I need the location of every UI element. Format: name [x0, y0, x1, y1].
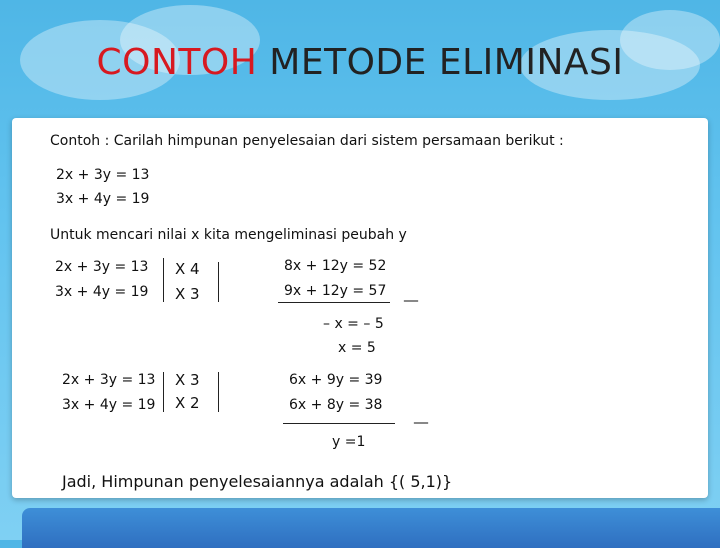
block2-eq-1: 2x + 3y = 13	[62, 372, 156, 388]
intro-text: Contoh : Carilah himpunan penyelesaian dari sistem persamaan berikut :	[50, 133, 564, 149]
bottom-band	[22, 508, 720, 548]
block1-mult-2: X 3	[175, 285, 200, 303]
block2-outcome: y =1	[332, 434, 366, 450]
block1-mult-1: X 4	[175, 260, 200, 278]
title-highlight: CONTOH	[96, 42, 258, 83]
block1-outcome-2: x = 5	[338, 340, 376, 356]
title-rest: METODE ELIMINASI	[269, 42, 624, 83]
slide-title	[0, 42, 720, 83]
block2-mult-1: X 3	[175, 371, 200, 389]
block2-result-2: 6x + 8y = 38	[289, 397, 383, 413]
block1-eq-2: 3x + 4y = 19	[55, 284, 149, 300]
block2-result-1: 6x + 9y = 39	[289, 372, 383, 388]
block2-mult-2: X 2	[175, 394, 200, 412]
system-eq-1: 2x + 3y = 13	[56, 167, 150, 183]
block2-eq-2: 3x + 4y = 19	[62, 397, 156, 413]
block2-bar-right	[218, 372, 219, 412]
block1-underline	[278, 302, 390, 303]
block1-result-2: 9x + 12y = 57	[284, 283, 387, 299]
block2-underline	[283, 423, 395, 424]
block1-op: __	[404, 286, 418, 302]
block2-op: __	[414, 408, 428, 424]
block2-bar-left	[163, 372, 164, 412]
conclusion-text: Jadi, Himpunan penyelesaiannya adalah {( 5,1)}	[62, 472, 453, 491]
block1-bar-left	[163, 258, 164, 302]
block1-bar-right	[218, 262, 219, 302]
block1-eq-1: 2x + 3y = 13	[55, 259, 149, 275]
step1-heading: Untuk mencari nilai x kita mengeliminasi peubah y	[50, 227, 407, 243]
block1-outcome-1: – x = – 5	[323, 316, 384, 332]
system-eq-2: 3x + 4y = 19	[56, 191, 150, 207]
block1-result-1: 8x + 12y = 52	[284, 258, 387, 274]
